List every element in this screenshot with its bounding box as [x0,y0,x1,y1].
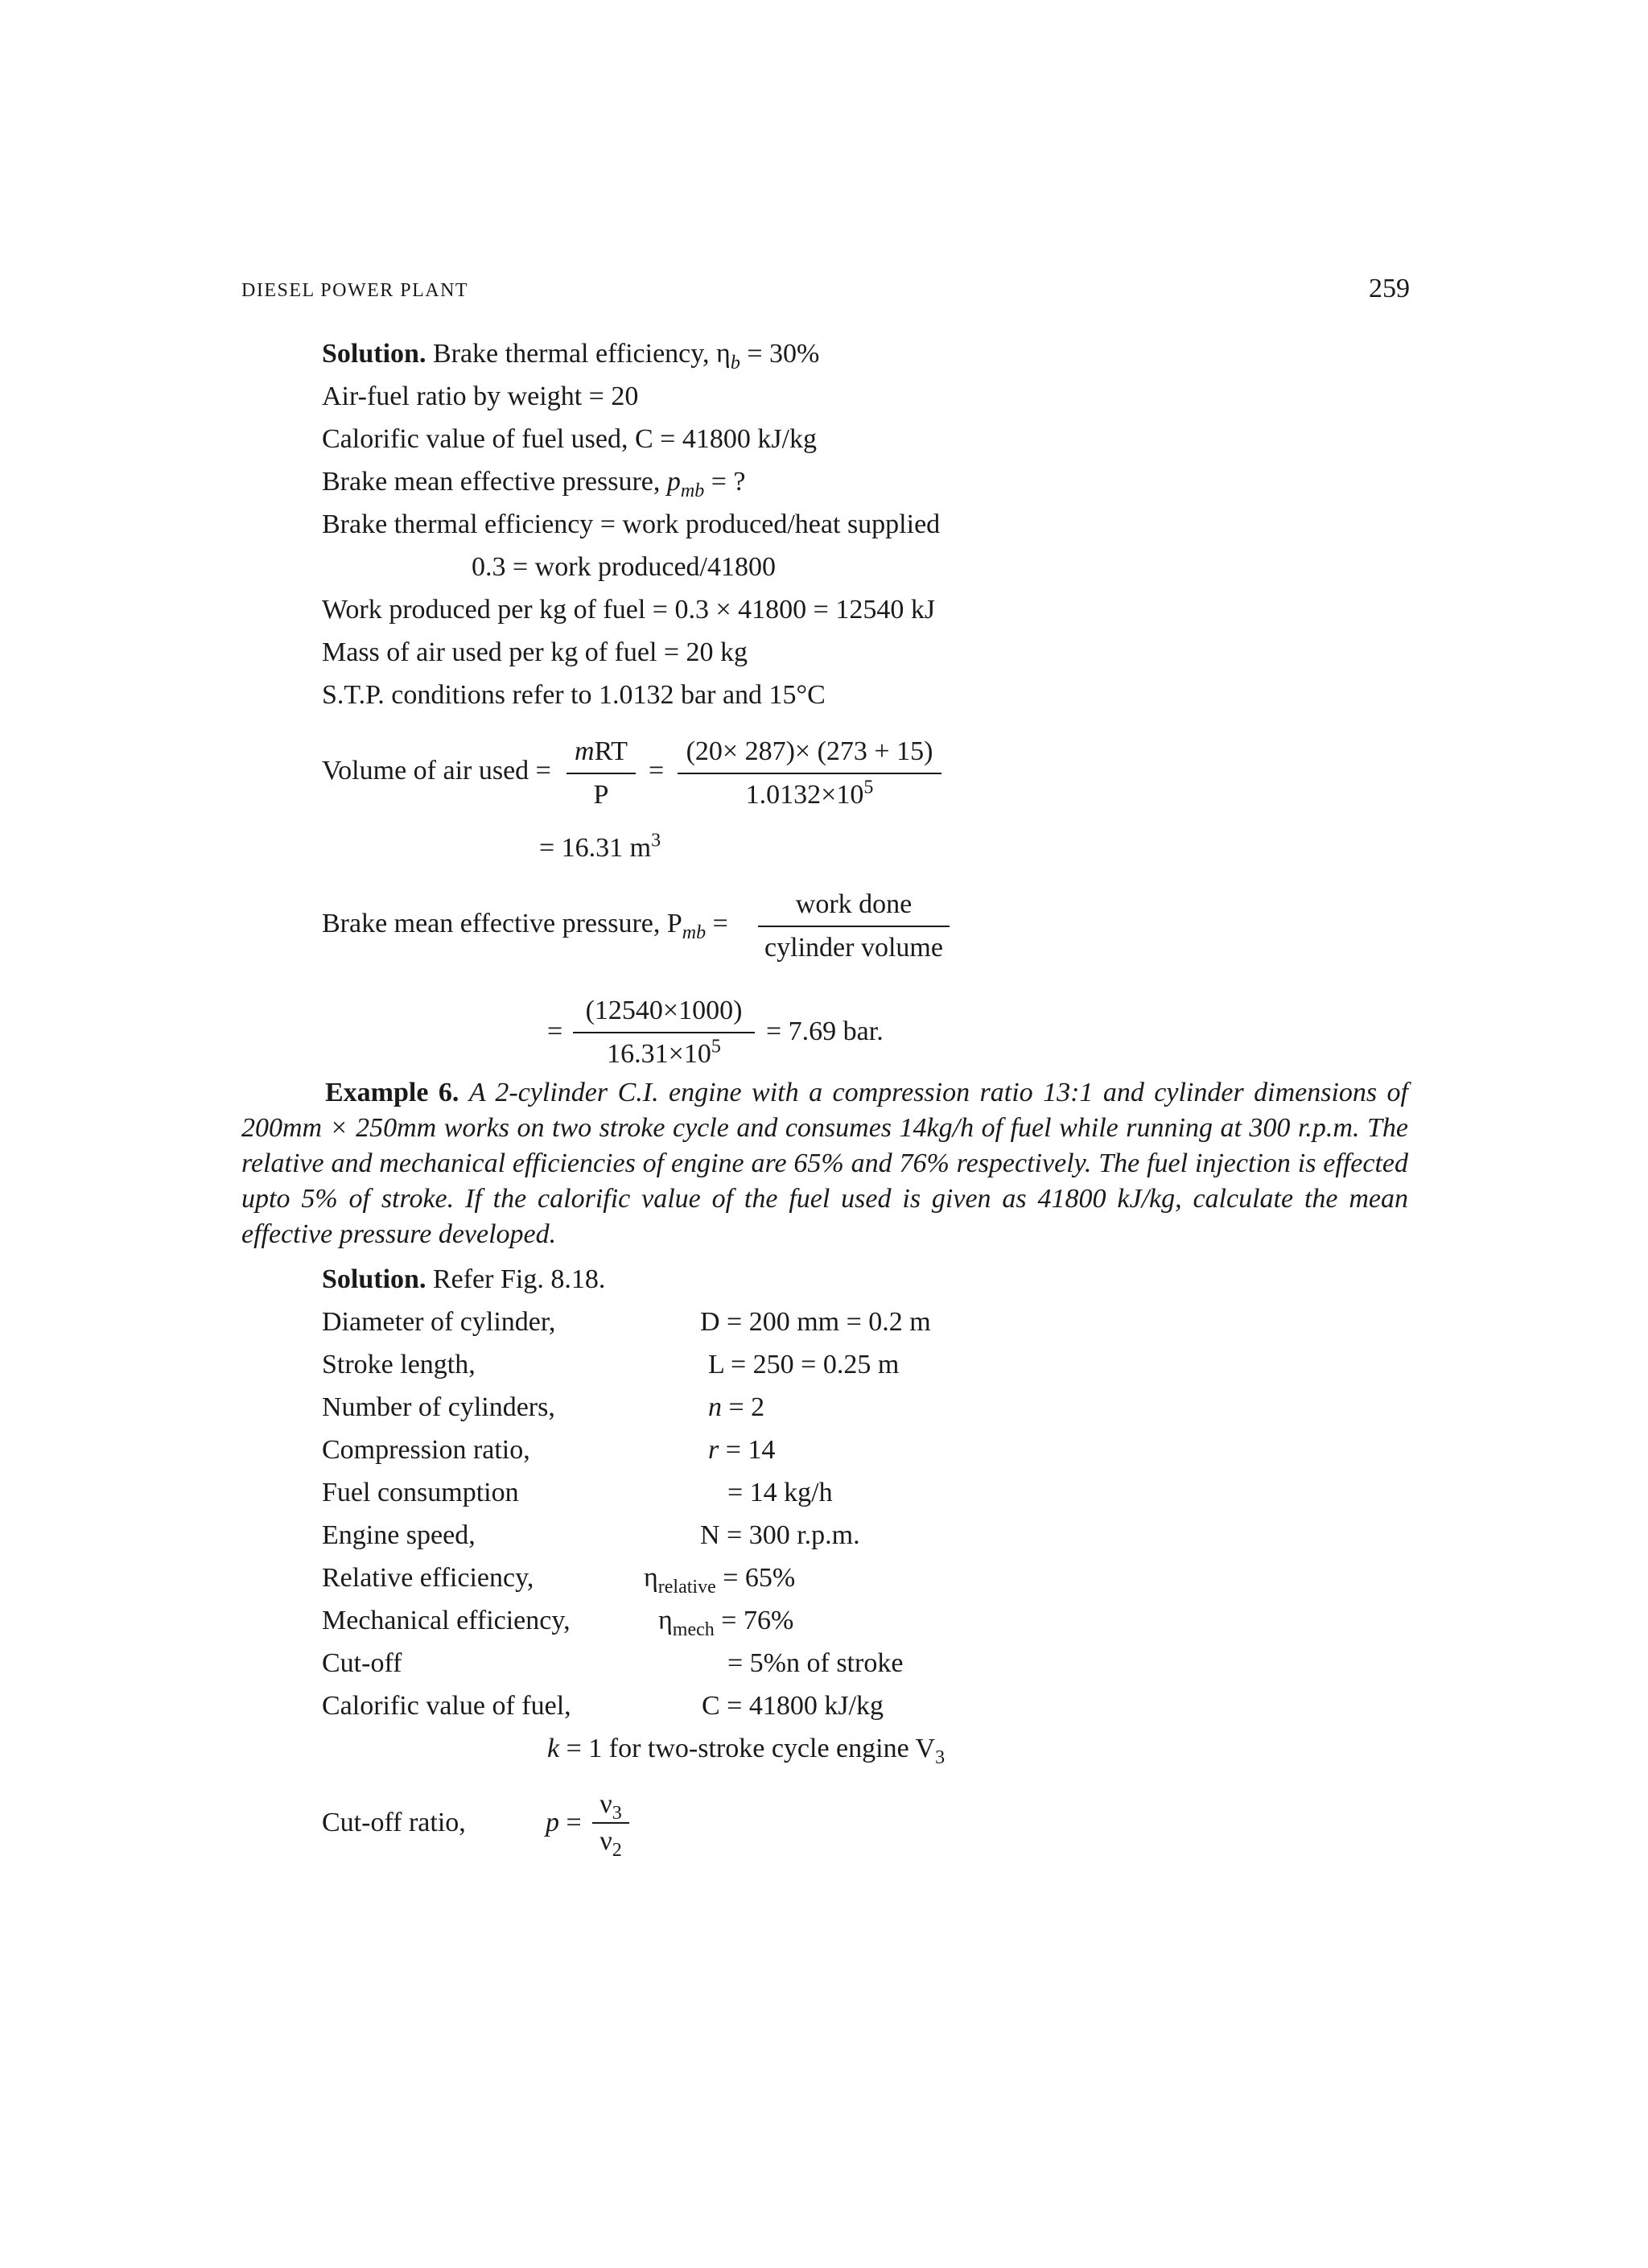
given-label: Relative efficiency, [322,1563,534,1593]
solution1-line-6: 0.3 = work produced/41800 [472,552,777,582]
given-value: = 14 kg/h [727,1478,833,1507]
solution1-line-5: Brake thermal efficiency = work produced/heat supplied [322,509,941,539]
given-value: r = 14 [708,1435,776,1465]
given-label: Stroke length, [322,1350,476,1379]
calc-fraction: $\frac{(12540\times 1000)}{16.31\times 10^5}$ [573,995,755,1070]
cutoff-ratio-label: Cut-off ratio, [322,1808,466,1837]
k-definition: k = 1 for two-stroke cycle engine $V_3$ [547,1734,946,1768]
example-6-statement: Example 6. A 2-cylinder C.I. engine with a compression ratio 13:1 and cylinder dimensions of 200mm × 250mm works on two stroke cycle and consumes 14kg/h of fuel while running at 300 r.p.m. The relative and mechanical efficiencies of engine are 65% and 76% respectively. The fuel injection is effected upto 5% of stroke. If the calorific value of the fuel used is given as 41800 kJ/kg, calculate the mean effective pressure developed. [241,1078,1408,1249]
given-label: Calorific value of fuel, [322,1691,571,1721]
given-value: N = 300 r.p.m. [700,1520,860,1550]
running-head: DIESEL POWER PLANT [241,280,469,301]
solution2-heading: Solution. Refer Fig. 8.18. [322,1264,606,1294]
solution-label: Solution. [322,339,426,369]
volume-label: Volume of air used = [322,756,551,786]
given-value: n = 2 [708,1392,765,1422]
cutoff-ratio-fraction: $\frac{\nu_3}{\nu_2}$ [592,1788,629,1858]
given-label: Mechanical efficiency, [322,1606,571,1635]
calc-equals: = [547,1016,563,1046]
given-label: Diameter of cylinder, [322,1307,556,1337]
given-value: L = 250 = 0.25 m [708,1350,900,1379]
given-label: Number of cylinders, [322,1392,555,1422]
given-value: $\eta_{mech} = 76\%$ [658,1606,794,1640]
given-value: D = 200 mm = 0.2 m [700,1307,931,1337]
cutoff-ratio-symbol: p = [546,1808,582,1837]
solution1-line-8: Mass of air used per kg of fuel = 20 kg [322,637,748,667]
calc-result: = 7.69 bar. [766,1016,884,1046]
given-label: Fuel consumption [322,1478,519,1507]
bmep-label: Brake mean effective pressure, $P_{mb}$ = [322,909,728,943]
solution1-line-2: Air-fuel ratio by weight = 20 [322,381,639,411]
given-label: Compression ratio, [322,1435,530,1465]
given-value: $\eta_{relative} = 65\%$ [644,1563,796,1598]
given-value: = 5%n of stroke [727,1648,904,1678]
given-label: Engine speed, [322,1520,476,1550]
volume-fraction-2: $\frac{(20\times 287)\times (273 + 15)}{1.0132\times 10^5}$ [678,736,941,811]
volume-equals: = [649,756,665,786]
solution1-line-7: Work produced per kg of fuel = 0.3 × 41800 = 12540 kJ [322,595,936,625]
page-number: 259 [1369,274,1410,303]
solution-label: Solution. [322,1264,426,1294]
volume-result: = 16.31 $m^3$ [539,830,661,863]
bmep-fraction: work done cylinder volume [758,889,950,964]
given-label: Cut-off [322,1648,402,1678]
volume-fraction-1: mRT P [566,736,636,811]
solution1-line-3: Calorific value of fuel used, C = 41800 kJ/kg [322,424,818,454]
solution1-line-1: Solution. Brake thermal efficiency, $\eta_b = 30\%$ [322,339,820,373]
solution1-line-9: S.T.P. conditions refer to 1.0132 bar and 15°C [322,680,826,710]
solution1-line-4: Brake mean effective pressure, $p_{mb}$ = ? [322,467,746,501]
example-label: Example 6. [325,1078,459,1107]
given-value: C = 41800 kJ/kg [702,1691,884,1721]
